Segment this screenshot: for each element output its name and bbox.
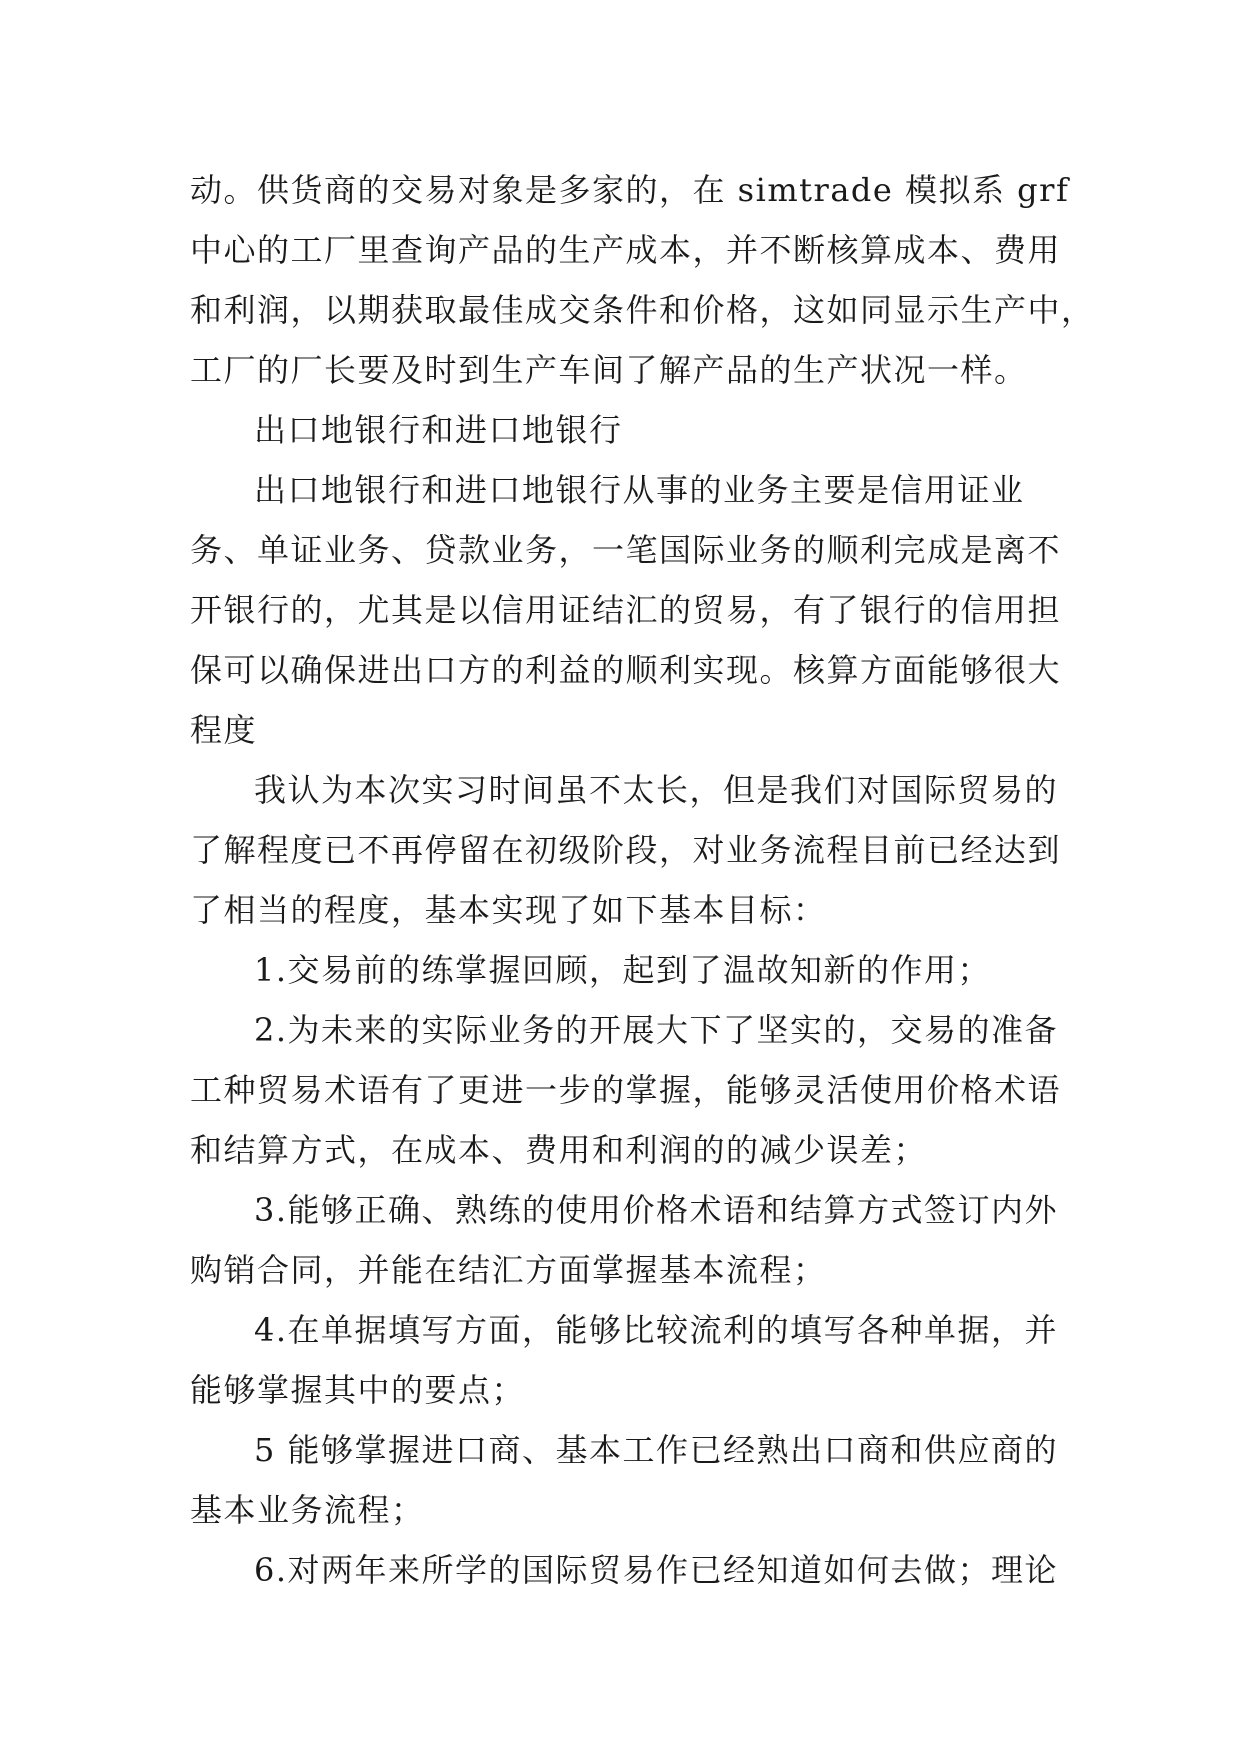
text-line: 购销合同，并能在结汇方面掌握基本流程； [190, 1251, 827, 1289]
text-line: 工厂的厂长要及时到生产车间了解产品的生产状况一样。 [190, 351, 1028, 389]
text-line: 出口地银行和进口地银行从事的业务主要是信用证业 [254, 471, 1025, 509]
text-line: 和结算方式，在成本、费用和利润的的减少误差； [190, 1131, 928, 1169]
list-item: 1.交易前的练掌握回顾，起到了温故知新的作用； [254, 951, 992, 989]
text-line: 保可以确保进出口方的利益的顺利实现。核算方面能够很大 [190, 651, 1062, 689]
list-item: 4.在单据填写方面，能够比较流利的填写各种单据，并 [254, 1311, 1059, 1349]
text-line: 能够掌握其中的要点； [190, 1371, 526, 1409]
text-line: 了相当的程度，基本实现了如下基本目标： [190, 891, 827, 929]
text-line: 中心的工厂里查询产品的生产成本，并不断核算成本、费用 [190, 231, 1062, 269]
text-line: 务、单证业务、贷款业务，一笔国际业务的顺利完成是离不 [190, 531, 1062, 569]
text-line: 基本业务流程； [190, 1491, 425, 1529]
list-item: 5 能够掌握进口商、基本工作已经熟出口商和供应商的 [254, 1431, 1059, 1469]
text-line: 和利润，以期获取最佳成交条件和价格，这如同显示生产中， [190, 291, 1095, 329]
text-line: 工种贸易术语有了更进一步的掌握，能够灵活使用价格术语 [190, 1071, 1062, 1109]
text-line: 动。供货商的交易对象是多家的，在 simtrade 模拟系 grf [190, 171, 1070, 209]
text-line: 了解程度已不再停留在初级阶段，对业务流程目前已经达到 [190, 831, 1062, 869]
list-item: 6.对两年来所学的国际贸易作已经知道如何去做；理论 [254, 1551, 1059, 1589]
document-page [190, 160, 1095, 1600]
section-heading: 出口地银行和进口地银行 [254, 411, 623, 449]
text-line: 开银行的，尤其是以信用证结汇的贸易，有了银行的信用担 [190, 591, 1062, 629]
text-line: 我认为本次实习时间虽不太长，但是我们对国际贸易的 [254, 771, 1059, 809]
text-line: 程度 [190, 711, 258, 749]
list-item: 3.能够正确、熟练的使用价格术语和结算方式签订内外 [254, 1191, 1059, 1229]
list-item: 2.为未来的实际业务的开展大下了坚实的，交易的准备 [254, 1011, 1059, 1049]
